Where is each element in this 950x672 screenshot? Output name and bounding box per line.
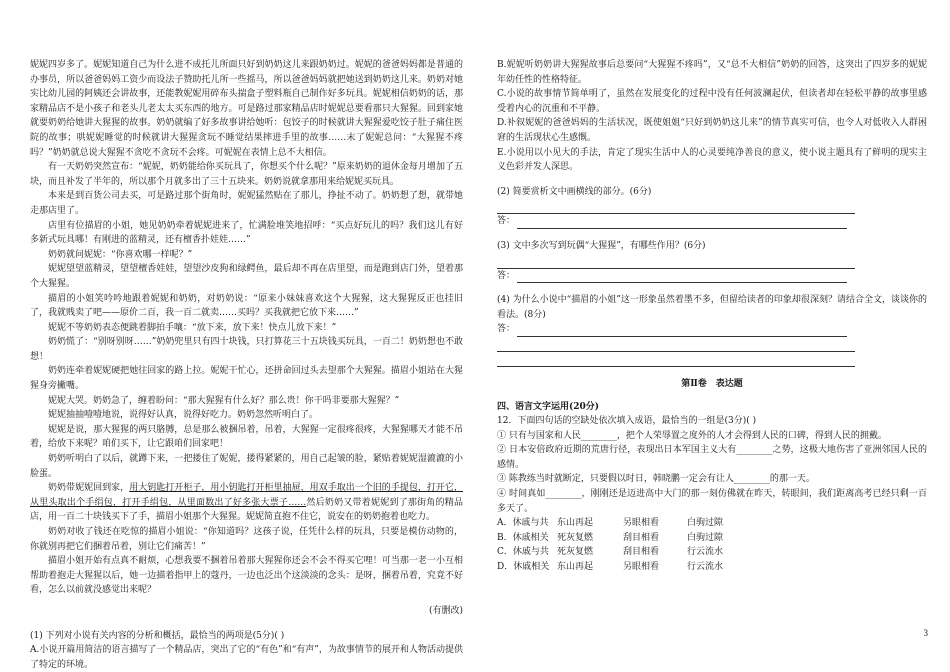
story-paragraph: 店里有位描眉的小姐，她见奶奶牵着妮妮进来了，忙满脸堆笑地招呼：“买点好玩儿的吗？我们这儿有好多新式玩具哪！有刚进的蓝精灵，还有檀香扑娃娃……”	[30, 220, 463, 246]
option-term: 白驹过隙	[687, 518, 724, 529]
question-1-option: C.小说的故事情节简单明了，虽然在发展变化的过程中没有任何波澜起伏，但读者却在轻松平静的故事里感受着内心的沉重和不平静。	[497, 89, 927, 114]
question-12-option-row	[497, 545, 927, 560]
option-term: 白驹过隙	[687, 532, 724, 543]
question-12-option-row	[497, 531, 927, 546]
section-4-title: 四、语言文字运用(20分)	[497, 401, 600, 412]
underlined-passage: 用大钥匙打开柜子，	[129, 483, 211, 494]
answer-label: 答：	[497, 216, 516, 227]
option-term: 行云流水	[687, 547, 724, 558]
option-term: D．休戚相关	[497, 562, 550, 573]
paragraph-lead: 奶奶带妮妮回到家，	[48, 483, 130, 494]
option-term: C．休戚与共	[497, 547, 549, 558]
underlined-passage: ……	[288, 497, 307, 508]
answer-line[interactable]	[517, 327, 847, 337]
question-2-stem: (2) 简要赏析文中画横线的部分。(6分)	[497, 186, 652, 197]
right-column	[497, 58, 927, 575]
underlined-passage: 用小钥匙打开柜里抽屉，	[210, 483, 310, 494]
story-paragraph: 妮妮望望蓝精灵，望望檀香娃娃，望望沙皮狗和绿鳄鱼，最后却不再在店里望，而是跑到店门外，望着那个大猩猩。	[30, 264, 463, 289]
question-1-option: A.小说开篇用简洁的语言描写了一个精品店，突出了它的“有色”和“有声”，为故事情节的展开和人物活动提供了特定的环境。	[30, 645, 463, 670]
option-term: B．休戚相关	[497, 532, 549, 543]
page-number: 3	[923, 628, 928, 638]
option-term: 刮目相看	[623, 547, 660, 558]
part-2-title: 第Ⅱ卷 表达题	[681, 378, 743, 389]
story-paragraph: 妮妮大哭。奶奶急了，缠着盼问：“那大猩猩有什么好？那么贵！你干吗非要那大猩猩？”	[48, 395, 400, 406]
answer-line[interactable]	[497, 254, 855, 269]
answer-line[interactable]	[497, 352, 855, 367]
story-paragraph: 奶奶慌了：“别呀别呀……”奶奶兜里只有四十块钱，只打算花三十五块钱买玩具，一百二！奶奶想也不敢想！	[30, 337, 463, 362]
option-term: A．休戚与共	[497, 518, 549, 529]
option-term: 死灰复燃	[557, 547, 594, 558]
story-paragraph: 奶奶就问妮妮：“你喜欢哪一样呢？”	[48, 249, 193, 260]
question-1-option: B.妮妮听奶奶讲大猩猩故事后总要问“大猩猩不疼吗”，又“总不大相信”奶奶的回答，这突出了四岁多的妮妮年幼任性的性格特征。	[497, 60, 927, 85]
story-paragraph: 奶奶听明白了以后，就蹲下来，一把搂住了妮妮，搂得紧紧的，用自己起皱的脸，紧贴着妮妮湿漉漉的小脸蛋。	[30, 454, 463, 479]
option-term: 刮目相看	[623, 532, 660, 543]
story-paragraph: 有一天奶奶突然宣布：“妮妮，奶奶能给你买玩具了，你想买个什么呢？”原来奶奶的退休金每月增加了五块，而且补发了半年的，所以那个月就多出了三十五块来。奶奶说就拿那用来给妮妮买玩具。	[30, 162, 463, 187]
question-12-option-row	[497, 516, 927, 531]
story-paragraph: 奶奶连牵着妮妮硬把她往回家的路上拉。妮妮干忙心，还拼命回过头去望那个大猩猩。描眉小姐站在大猩猩身旁撇嘴。	[30, 366, 463, 392]
underlined-passage: 用双手取出一个旧的手提包，打开它，	[309, 483, 463, 494]
answer-line[interactable]	[497, 337, 855, 352]
option-term: 行云流水	[687, 562, 724, 573]
question-1-stem: (1) 下列对小说有关内容的分析和概括，最恰当的两项是(5分)( )	[30, 630, 285, 641]
answer-label: 答：	[497, 324, 516, 335]
story-paragraph: 描眉小姐开始有点真不耐烦，心想我要不捆着吊着那大猩猩你还会不会不得买它哩！可当那一老一小互相帮助着抱走大猩猩以后，她一边描着指甲上的蔻丹，一边也泛出个这淡淡的念头：是呀，捆着吊着，究竟不好看，怎么以前就没感觉出来呢？	[30, 556, 463, 596]
option-term: 另眼相看	[623, 562, 660, 573]
question-4-stem: (4) 为什么小说中“描眉的小姐”这一形象虽然着墨不多，但留给读者的印象却很深刻？请结合全文，谈谈你的看法。(8分)	[497, 295, 927, 320]
story-paragraph-underlined	[30, 481, 463, 525]
answer-line[interactable]	[517, 273, 847, 283]
story-paragraph: 妮妮四岁多了。妮妮知道自己为什么进不成托儿所面只好到奶奶这儿来跟奶奶过。妮妮的爸爸妈妈都是普通的办事员，所以爸爸妈妈工资少而设法子赞助托儿所一些摇马，所以爸爸妈妈就把她送到奶奶这儿来。奶奶对她实比幼儿园的阿姨还会讲故事，还能教妮妮用碎布头揣盒子塑料瓶自己制作好多玩具。妮妮相信奶奶的话，那家精品店不是小孩子和老头儿老太太买东西的地方。可是路过那家精品店时妮妮总要看那只大猩猩。回到家她就要奶奶给她讲大猩猩的故事。奶奶就编了好多故事讲给她听：包饺子的时候就讲大猩猩爱吃饺子肚子痛住医院的故事；哄妮妮睡觉的时候就讲大猩猩贪玩不睡觉结果摔进手里的故事……末了妮妮总问：“大猩猩不疼吗？”奶奶就总说大猩猩不贪吃不贪玩不会疼。可妮妮在表情上总不大相信。	[30, 60, 463, 158]
question-1-option: D.补叙妮妮的爸爸妈妈的生活状况，既使姐姐“只好到奶奶这儿来”的情节真实可信，也令人对低收入人群困窘的生活现状心生感慨。	[497, 118, 927, 143]
option-term: 另眼相看	[623, 518, 660, 529]
question-12-sentence: ③ 陈教练当时就断定，只要假以时日，韩晓鹏一定会有让人________的那一天。	[497, 474, 815, 485]
answer-line[interactable]	[517, 219, 847, 229]
story-paragraph: 本来是到百货公司去买，可是路过那个街角时，妮妮猛然贴在了那儿，挣扯不动了。奶奶想了想，就带她走那店里了。	[30, 191, 463, 216]
answer-label: 答：	[497, 270, 516, 281]
story-paragraph: 奶奶对收了钱还在吃惊的描眉小姐说：“你知道吗？这孩子说，任凭什么样的玩具，只要是模仿动物的，你就别再把它们捆着吊着，别让它们痛苦！”	[30, 527, 463, 552]
answer-line[interactable]	[497, 199, 855, 214]
story-paragraph: 妮妮抽抽噎噎地说，说得好认真，说得好吃力。奶奶忽然听明白了。	[48, 410, 319, 421]
question-12-sentence: ② 日本安倍政府近期的荒唐行径，表现出日本军国主义大有________之势，这极大地伤害了亚洲邻国人民的感情。	[497, 445, 927, 470]
story-paragraph: 妮妮不等奶奶表态便跳着脚拍手嚷：“放下来，放下来！快点儿放下来！”	[48, 322, 337, 333]
underlined-passage: 从里头取出个手绢包，打开手绢包，	[30, 497, 178, 508]
option-term: 东山再起	[557, 518, 594, 529]
left-column	[30, 58, 463, 672]
question-12-option-row	[497, 560, 927, 575]
question-12-sentence: ① 只有与国家和人民________，把个人荣辱置之度外的人才会得到人民的口碑，得到人民的拥戴。	[497, 430, 887, 441]
question-12-stem: 12．下面四句话的空缺处依次填入成语，最恰当的一组是(3分)( )	[497, 416, 757, 427]
underlined-passage: 从里面数出了好多张大票子	[177, 497, 289, 508]
question-12-sentence: ④ 时间真如________，刚刚还是迈进高中大门的那一刻仿佛就在昨天，转眼间，我们距离高考已经只剩一百多天了。	[497, 489, 927, 514]
story-paragraph: 描眉的小姐笑吟吟地跟着妮妮和奶奶，对奶奶说：“原来小妹妹喜欢这个大猩猩，这大猩猩反正也挂旧了，我就贱卖了吧——原价二百，我一百二就卖……买吗？买我就把它放下来……”	[30, 293, 463, 319]
question-1-option: E.小说用以小见大的手法，肯定了现实生活中人的心灵要纯净善良的意义，使小说主题具有了鲜明的现实主义色彩并发人深思。	[497, 147, 927, 173]
paragraph-tail: 然后奶奶又带着妮妮到了那街角的精品店，用一百二十块钱买下了手，描眉小姐那个大猩猩。妮妮简直抱不住它，说安在的奶奶抱着也吃力。	[30, 497, 463, 523]
option-term: 东山再起	[557, 562, 594, 573]
story-paragraph: 妮妮是说，那大猩猩的两只胳膊，总是那么被捆吊着，吊着，大猩猩一定很疼很疼，大猩猩哪天才能不吊着，给放下来呢？咱们买下，让它跟咱们回家吧！	[30, 424, 463, 450]
option-term: 死灰复燃	[557, 532, 594, 543]
source-note: (有删改)	[428, 605, 463, 616]
question-3-stem: (3) 文中多次写到玩偶“大猩猩”，有哪些作用？(6分)	[497, 240, 706, 251]
